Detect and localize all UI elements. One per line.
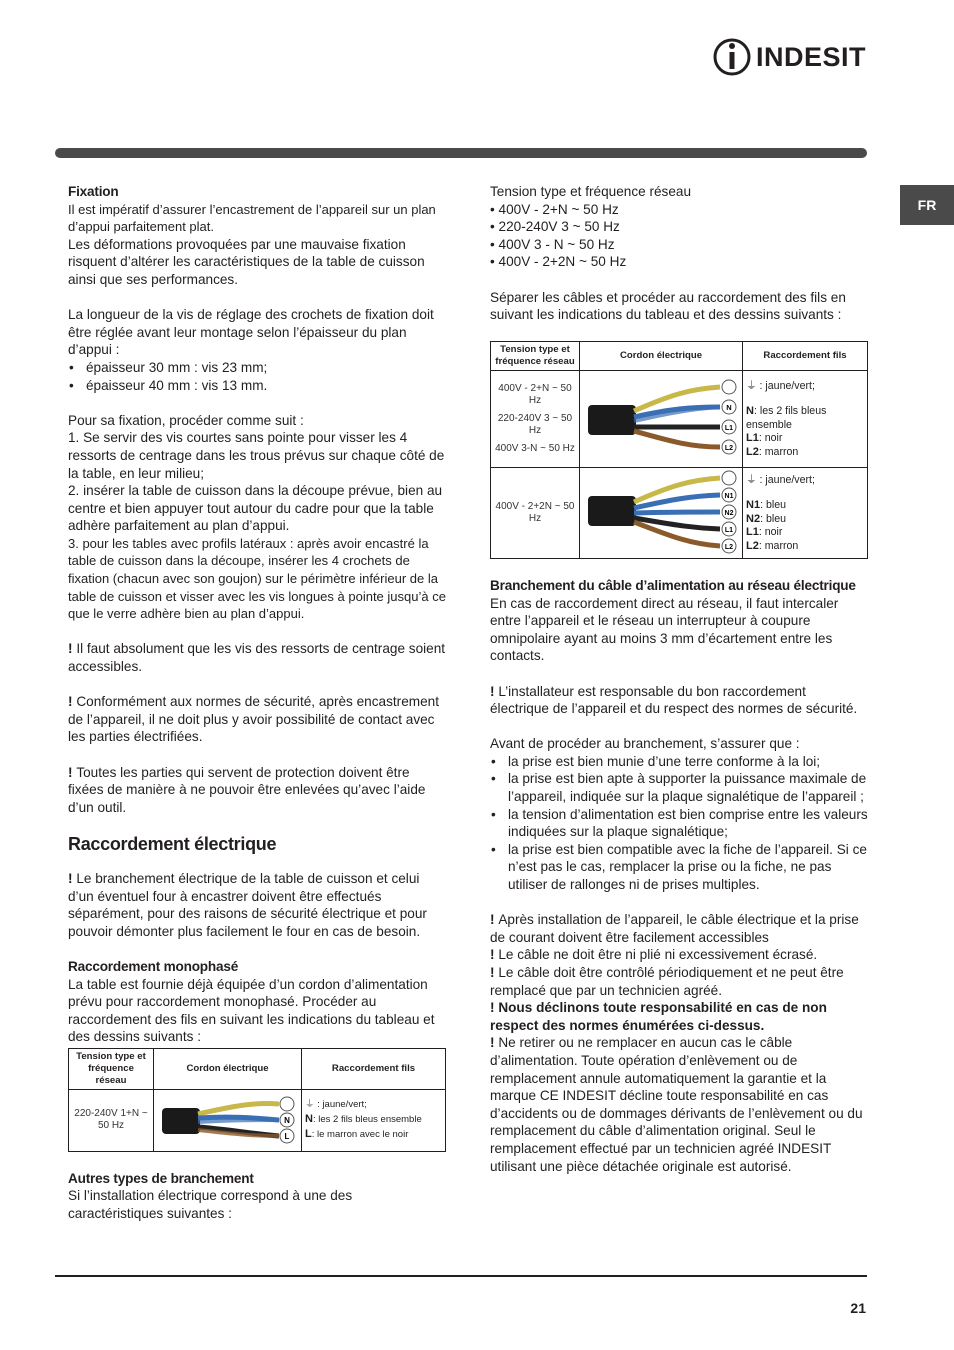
- list-item: • la prise est bien apte à supporter la puissance maximale de l’appareil, indiquée sur la plaque signalétique de l’appareil ;: [490, 770, 868, 805]
- list-item: • 400V - 2+N ~ 50 Hz: [490, 201, 619, 217]
- monophase-text: La table est fournie déjà équipée d’un cordon d’alimentation prévu pour raccordement monophasé. Procéder au raccordement des fils en suivant les indications du tableau et des dessins suivants :: [68, 976, 435, 1045]
- list-item: • la tension d’alimentation est bien comprise entre les valeurs indiquées sur la plaque signalétique;: [490, 806, 868, 841]
- svg-text:N: N: [284, 1116, 290, 1126]
- section-heading: Raccordement électrique: [68, 834, 277, 855]
- left-column: [68, 183, 446, 1222]
- tension-heading: Tension type et fréquence réseau: [490, 184, 692, 199]
- svg-text:N1: N1: [724, 493, 734, 501]
- fixation-heading: Fixation: [68, 184, 119, 199]
- procedure-intro: Pour sa fixation, procéder comme suit :: [68, 412, 304, 428]
- warning-b: ! Le câble ne doit être ni plié ni excessivement écrasé.: [490, 947, 818, 963]
- connection-cell: ⏚ : jaune/vert; N: les 2 fils bleus ensemble L: le marron avec le noir: [302, 1089, 446, 1151]
- page-number: 21: [850, 1300, 866, 1316]
- fixation-paragraph-1: Il est impératif d’assurer l’encastrement de l’appareil sur un plan d’appui parfaitement plat.: [68, 201, 436, 235]
- procedure-step-2: 2. insérer la table de cuisson dans la découpe prévue, bien au centre et bien appuyer tout autour du cadre pour que la table adhère parfaitement au plan d’appui.: [68, 483, 443, 534]
- list-item: • 400V - 2+2N ~ 50 Hz: [490, 254, 627, 270]
- list-item: • épaisseur 30 mm : vis 23 mm;: [68, 359, 446, 377]
- cord-wiring-diagram: [580, 468, 742, 558]
- cord-cell: [154, 1089, 302, 1151]
- warning-1: ! Il faut absolument que les vis des ressorts de centrage soient accessibles.: [68, 641, 446, 675]
- voltage-cell: 220-240V 1+N ~ 50 Hz: [69, 1089, 154, 1151]
- other-types-heading: Autres types de branchement: [68, 1170, 254, 1186]
- header-rule: [55, 148, 867, 158]
- warning-a: ! Après installation de l’appareil, le câble électrique et la prise de courant doivent être facilement accessibles: [490, 912, 859, 945]
- cord-wiring-diagram: [154, 1090, 299, 1150]
- warning-3: ! Toutes les parties qui servent de protection doivent être fixées de manière à ne pouvoir être enlevées qu’avec l’aide d’un outil.: [68, 764, 426, 815]
- connection-cell: ⏚ : jaune/vert; N: les 2 fils bleus ensemble L1: noir L2: marron: [743, 371, 868, 468]
- footer-rule: [55, 1275, 867, 1277]
- table-header: Tension type et fréquence réseau: [491, 342, 580, 371]
- earth-icon: ⏚: [746, 379, 757, 392]
- earth-icon: ⏚: [746, 473, 757, 486]
- warning-d: ! Nous déclinons toute responsabilité en cas de non respect des normes énumérées ci-dessus.: [490, 1000, 827, 1033]
- voltage-cell: 400V - 2+N ~ 50 Hz 220-240V 3 ~ 50 Hz 400V 3-N ~ 50 Hz: [491, 371, 580, 468]
- connection-cell: ⏚ : jaune/vert; N1: bleu N2: bleu L1: noir L2: marron: [743, 468, 868, 559]
- tension-list: [490, 201, 868, 271]
- svg-text:N: N: [726, 403, 732, 413]
- network-text: En cas de raccordement direct au réseau, il faut intercaler entre l’appareil et le réseau un interrupteur à coupure omnipolaire ayant au moins 3 mm d’écartement entre les contacts.: [490, 595, 839, 664]
- warning-2: ! Conformément aux normes de sécurité, après encastrement de l’appareil, il ne doit plus y avoir possibilité de contact avec les parties électrifiées.: [68, 694, 439, 745]
- table-header: Cordon électrique: [154, 1048, 302, 1089]
- cord-wiring-diagram: [580, 371, 742, 467]
- svg-text:N2: N2: [724, 510, 734, 518]
- other-types-text: Si l’installation électrique correspond à une des caractéristiques suivantes :: [68, 1188, 353, 1221]
- svg-text:L2: L2: [724, 445, 734, 453]
- warning-c: ! Le câble doit être contrôlé périodiquement et ne peut être remplacé que par un technicien agréé.: [490, 965, 844, 998]
- list-item: • 220-240V 3 ~ 50 Hz: [490, 219, 620, 235]
- svg-text:L: L: [284, 1132, 290, 1142]
- fixation-paragraph-2: Les déformations provoquées par une mauvaise fixation risquent d’altérer les caractéristiques de la table de cuisson ainsi que ses performances.: [68, 236, 425, 287]
- svg-text:L1: L1: [724, 527, 734, 535]
- before-intro: Avant de procéder au branchement, s’assurer que :: [490, 736, 800, 752]
- multiphase-wiring-table: [490, 341, 868, 559]
- brand-name: INDESIT: [756, 42, 867, 72]
- cord-cell: [580, 468, 743, 559]
- right-column: [490, 183, 868, 1175]
- installer-warning: ! L’installateur est responsable du bon raccordement électrique de l’appareil et du respect des normes de sécurité.: [490, 683, 858, 717]
- checklist: [490, 753, 868, 894]
- table-header: Cordon électrique: [580, 342, 743, 371]
- voltage-cell: 400V - 2+2N ~ 50 Hz: [491, 468, 580, 559]
- monophase-heading: Raccordement monophasé: [68, 958, 239, 974]
- screw-list: [68, 359, 446, 394]
- earth-icon: ⏚: [305, 1099, 315, 1111]
- list-item: • épaisseur 40 mm : vis 13 mm.: [68, 377, 446, 395]
- separate-text: Séparer les câbles et procéder au raccordement des fils en suivant les indications du tableau et des dessins suivants :: [490, 289, 846, 323]
- svg-text:L2: L2: [724, 544, 734, 552]
- list-item: • la prise est bien compatible avec la fiche de l’appareil. Si ce n’est pas le cas, remplacer la prise ou la fiche, ne pas utiliser de rallonges ni de prises multiples.: [490, 841, 868, 894]
- svg-text:L1: L1: [724, 425, 734, 433]
- brand-logo: [712, 36, 872, 78]
- network-heading: Branchement du câble d’alimentation au réseau électrique: [490, 577, 856, 593]
- language-tab: FR: [900, 185, 954, 225]
- table-header: Raccordement fils: [743, 342, 868, 371]
- procedure-step-3: 3. pour les tables avec profils latéraux : après avoir encastré la table de cuisson dans la découpe, insérer les 4 crochets de fixation (chacun avec son goujon) sur le périmètre inférieur de la table de cuisson et visser avec les vis longues à pointe jusqu’à ce que le verre adhère bien au plan d’appui.: [68, 535, 446, 622]
- warning-e: ! Ne retirer ou ne remplacer en aucun cas le câble d’alimentation. Toute opération d’enlèvement ou de remplacement annule automatiquement la garantie et la marque CE INDESIT décline toute responsabilité en cas d’accidents ou de dommages dérivants de l’enlèvement ou du remplacement du câble d’alimentation original. Seul le remplacement effectué par un technicien agréé INDESIT utilisant une pièce détachée originale est autorisé.: [490, 1035, 863, 1174]
- screw-intro: La longueur de la vis de réglage des crochets de fixation doit être réglée avant leur montage selon l’épaisseur du plan d’appui :: [68, 307, 434, 358]
- table-header: Raccordement fils: [302, 1048, 446, 1089]
- table-header: Tension type et fréquence réseau: [69, 1048, 154, 1089]
- list-item: • la prise est bien munie d’une terre conforme à la loi;: [490, 753, 868, 771]
- cord-cell: [580, 371, 743, 468]
- list-item: • 400V 3 - N ~ 50 Hz: [490, 236, 615, 252]
- monophase-wiring-table: [68, 1048, 446, 1152]
- procedure-step-1: 1. Se servir des vis courtes sans pointe pour visser les 4 ressorts de centrage dans les trous prévus sur chaque côté de la table, en leur milieu;: [68, 430, 445, 481]
- electrical-warning: ! Le branchement électrique de la table de cuisson et celui d’un éventuel four à encastrer doivent être effectués séparément, pour des raisons de sécurité électrique et pour pouvoir démonter plus facilement le four en cas de besoin.: [68, 870, 427, 939]
